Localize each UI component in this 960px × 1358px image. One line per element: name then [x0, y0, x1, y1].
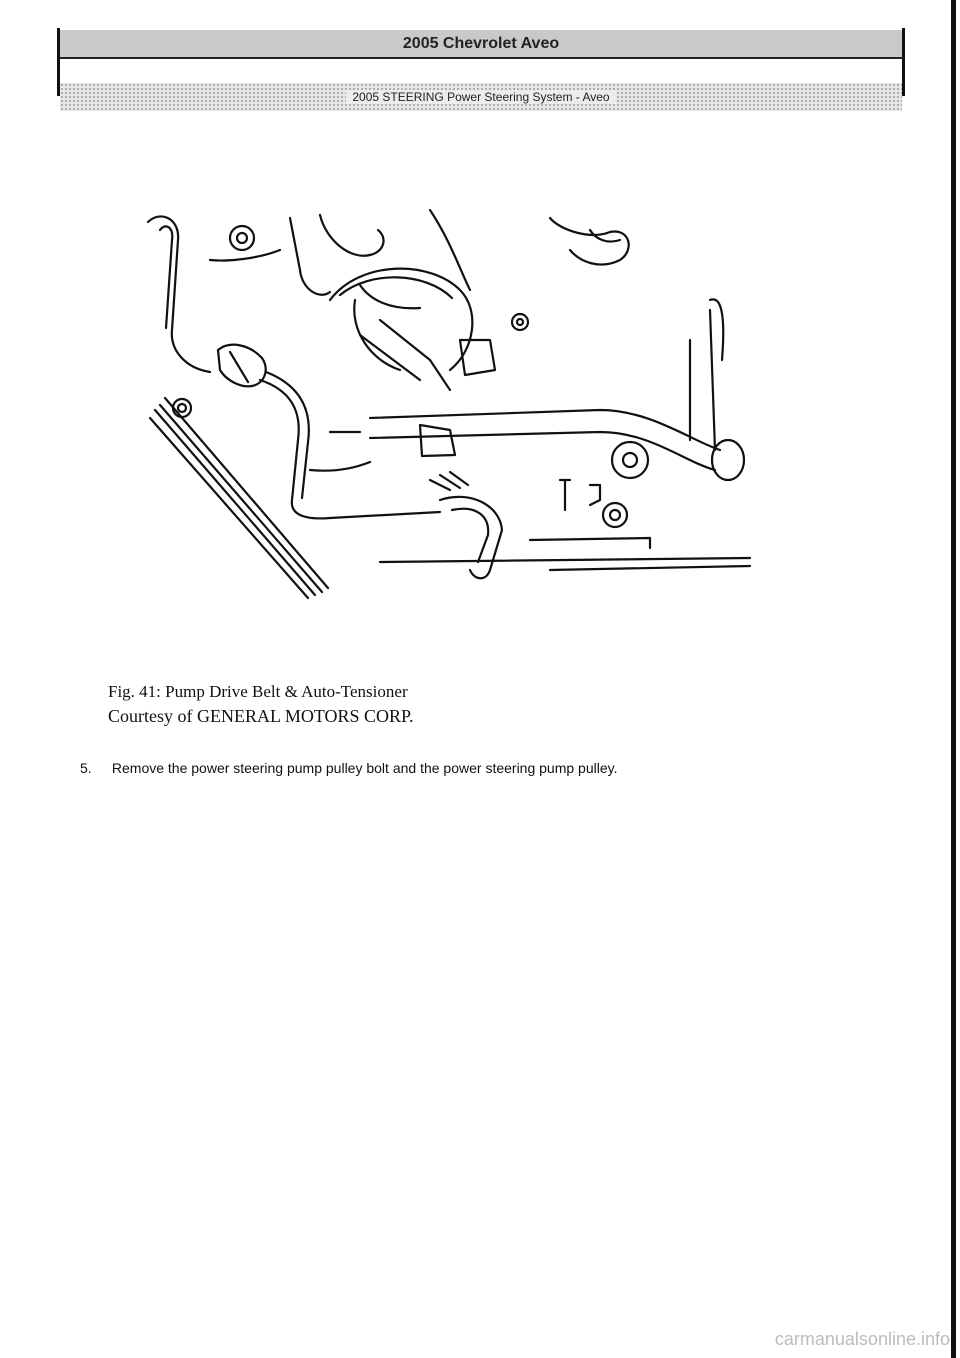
figure-caption-block	[108, 680, 414, 728]
header-subtitle-bar	[60, 83, 902, 111]
header-subtitle: 2005 STEERING Power Steering System - Aveo	[346, 90, 615, 104]
watermark: carmanualsonline.info	[774, 1329, 950, 1349]
figure-caption: Fig. 41: Pump Drive Belt & Auto-Tensioner	[108, 682, 408, 701]
figure-credit	[108, 704, 414, 728]
header-title: 2005 Chevrolet Aveo	[60, 30, 902, 59]
step-text: Remove the power steering pump pulley bolt and the power steering pump pulley.	[111, 760, 618, 776]
figure-credit-org: GENERAL MOTORS CORP.	[197, 706, 414, 726]
page-header	[57, 28, 905, 104]
procedure-step	[80, 760, 880, 776]
step-number: 5.	[80, 760, 92, 776]
right-border-rule	[951, 0, 956, 1358]
figure-credit-prefix: Courtesy of	[108, 706, 193, 726]
pump-drive-belt-illustration	[130, 200, 770, 610]
